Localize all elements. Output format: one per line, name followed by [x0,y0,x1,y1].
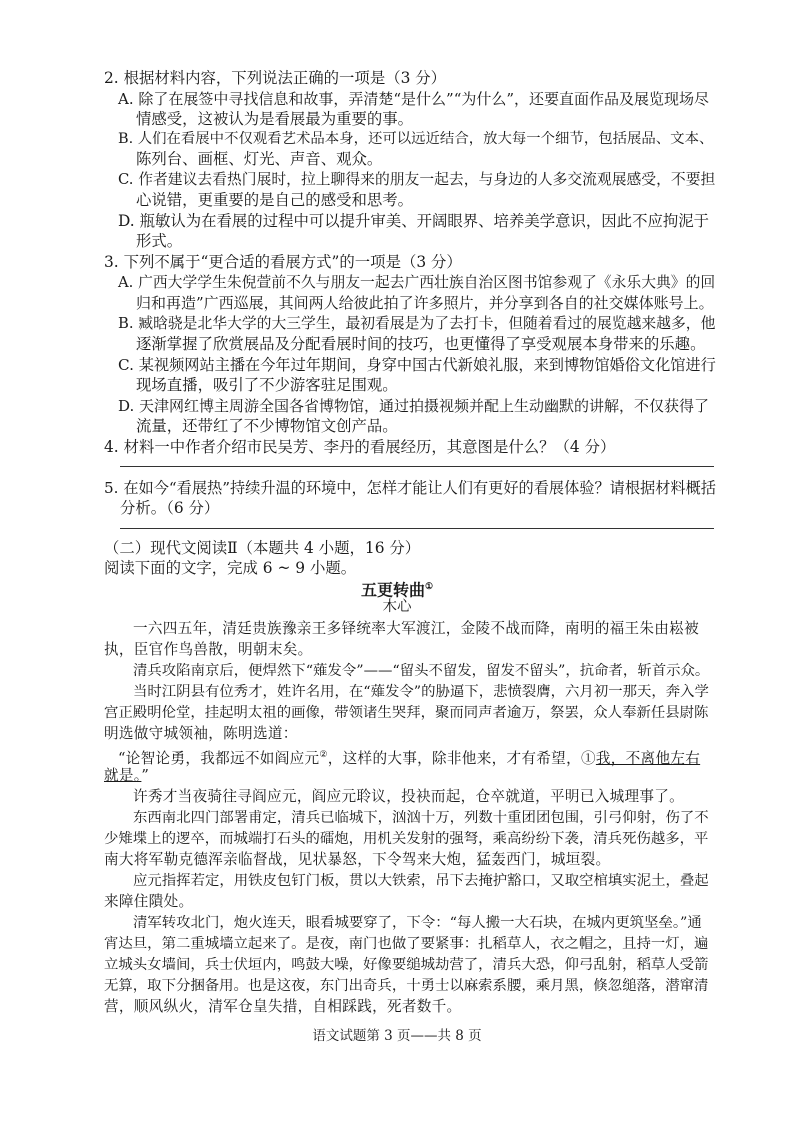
q2-stem: 2. 根据材料内容，下列说法正确的一项是（3 分） [104,69,447,87]
q5-stem-line1: 5. 在如今“看展热”持续升温的环境中，怎样才能让人们有更好的看展体验？请根据材料概括 [104,479,716,497]
q3-option-b-line1: B. 臧晗骁是北华大学的大三学生，最初看展是为了去打卡，但随着看过的展览越来越多，他 [118,315,716,332]
section-heading: （二）现代文阅读Ⅱ（本题共 4 小题，16 分） [104,539,421,557]
circled-marker-1: ① [580,749,596,767]
q3-option-d-line1: D. 天津网红博主周游全国各省博物馆，通过拍摄视频并配上生动幽默的讲解，不仅获得了 [118,397,710,415]
article-p4-line1 [118,745,700,769]
q2-option-a-line2: 情感受，这被认为是看展最为重要的事。 [136,110,414,128]
article-p3-line2: 宫正殿明伦堂，挂起明太祖的画像，带领诸生哭拜，聚而同声者逾万，祭罢，众人奉新任县尉陈 [104,705,709,721]
page-footer: 语文试题第 3 页——共 8 页 [312,1028,482,1044]
q3-option-d-line2: 流量，还带红了不少博物馆文创产品。 [136,417,398,435]
q4-stem: 4. 材料一中作者介绍市民吴芳、李丹的看展经历，其意图是什么？（4 分） [104,438,616,456]
quote-text-middle: ，这样的大事，除非他来，才有希望， [327,749,581,767]
footnote-mark-2: ② [319,750,328,760]
article-p8-line4: 无算，取下分捆备用。也是这夜，东门出奇兵，十勇士以麻索系腰，乘月黑，倏忽缒落，潜窜清 [104,978,709,994]
section-instruction: 阅读下面的文字，完成 6 ~ 9 小题。 [104,559,357,577]
q2-option-c-line1: C. 作者建议去看热门展时，拉上聊得来的朋友一起去，与身边的人多交流观展感受，不要担 [118,171,716,188]
quote-close: ” [141,767,150,784]
article-p6-line3: 南大将军勒克德浑亲临督战，见状暴怒，下令驾来大炮，猛轰西门，城垣裂。 [104,851,611,868]
article-p1-line2: 执，臣官作鸟兽散，明朝末矣。 [104,641,313,658]
article-p3-line1: 当时江阴县有位秀才，姓许名用，在“薙发令”的胁逼下，悲愤裂膺，六月初一那天，奔入学 [133,684,709,700]
q3-option-a-line1: A. 广西大学学生朱倪萱前不久与朋友一起去广西壮族自治区图书馆参观了《永乐大典》的回 [118,274,716,291]
underlined-sentence-part1: 我，不离他左右 [595,749,701,767]
q2-option-b-line2: 陈列台、画框、灯光、声音、观众。 [136,150,383,168]
article-p5: 许秀才当夜骑往寻阎应元，阎应元聆议，投袂而起，仓卒就道，平明已入城理事了。 [133,788,685,805]
article-title-footnote-mark: ① [424,582,434,592]
article-title [0,577,794,600]
q3-stem: 3. 下列不属于“更合适的看展方式”的一项是（3 分） [104,253,462,271]
q2-option-a-line1: A. 除了在展签中寻找信息和故事，弄清楚“是什么”“为什么”，还要直面作品及展览现场尽 [118,90,710,108]
article-p2: 清兵攻陷南京后，便焊然下“薙发令”——“留头不留发，留发不留头”，抗命者，斩首示众。 [133,663,710,679]
article-p1-line1: 一六四五年，清廷贵族豫亲王多铎统率大军渡江，金陵不战而降，南明的福王朱由崧被 [133,620,699,637]
article-p8-line3: 立城头女墙间，兵士伏垣内，鸣鼓大噪，好像要缒城劫营了，清兵大恐，仰弓乱射，稻草人受箭 [104,957,709,973]
q5-answer-line [120,528,714,529]
q2-option-b-line1: B. 人们在看展中不仅观看艺术品本身，还可以远近结合，放大每一个细节，包括展品、文本、 [118,131,714,147]
q3-option-c-line2: 现场直播，吸引了不少游客驻足围观。 [136,376,398,394]
article-title-text: 五更转曲 [360,580,425,600]
article-p6-line1: 东西南北四门部署甫定，清兵已临城下，汹汹十万，列数十重团团包围，引弓仰射，伤了不 [133,810,709,826]
q3-option-c-line1: C. 某视频网站主播在今年过年期间，身穿中国古代新娘礼服，来到博物馆婚俗文化馆进行 [118,356,716,374]
article-p8-line2: 宵达旦，第二重城墙立起来了。是夜，南门也做了要紧事：扎稻草人，衣之帽之，且持一灯，遍 [104,936,709,952]
article-p7-line1: 应元指挥若定，用铁皮包钉门板，贯以大铁索，吊下去掩护豁口，又取空棺填实泥土，叠起 [133,873,709,889]
q3-option-b-line2: 逐渐掌握了欣赏展品及分配看展时间的技巧，也更懂得了享受观展本身带来的乐趣。 [136,335,706,353]
q2-option-d-line2: 形式。 [136,232,183,250]
article-author: 木心 [382,599,412,615]
q3-option-a-line2: 归和再造”广西巡展，其间两人给彼此拍了许多照片，并分享到各自的社交媒体账号上。 [136,294,714,312]
underlined-sentence-part2: 就是。 [104,767,142,784]
article-p3-line3: 明选做守城领袖，陈明选道： [104,725,298,742]
article-p6-line2: 少雉堞上的逻卒，而城端打石头的礌炮，用机关发射的强弩，乘高纷纷下袭，清兵死伤越多，平 [104,831,709,847]
article-p7-line2: 来障住隤处。 [104,893,194,910]
article-p4-line2 [104,766,149,786]
quote-text-start: “论智论勇，我都远不如阎应元 [118,749,320,767]
q4-answer-line [120,466,714,467]
q2-option-d-line1: D. 瓶敏认为在看展的过程中可以提升审美、开阔眼界、培养美学意识，因此不应拘泥于 [118,212,710,230]
article-p8-line5: 营，顺风纵火，清军仓皇失措，自相踩践，死者数千。 [104,998,462,1015]
article-p8-line1: 清军转攻北门，炮火连天，眼看城要穿了，下令：“每人搬一大石块，在城内更筑坚垒。”通 [133,915,702,931]
q5-stem-line2: 分析。（6 分） [120,499,220,517]
q2-option-c-line2: 心说错，更重要的是自己的感受和思考。 [136,191,414,209]
